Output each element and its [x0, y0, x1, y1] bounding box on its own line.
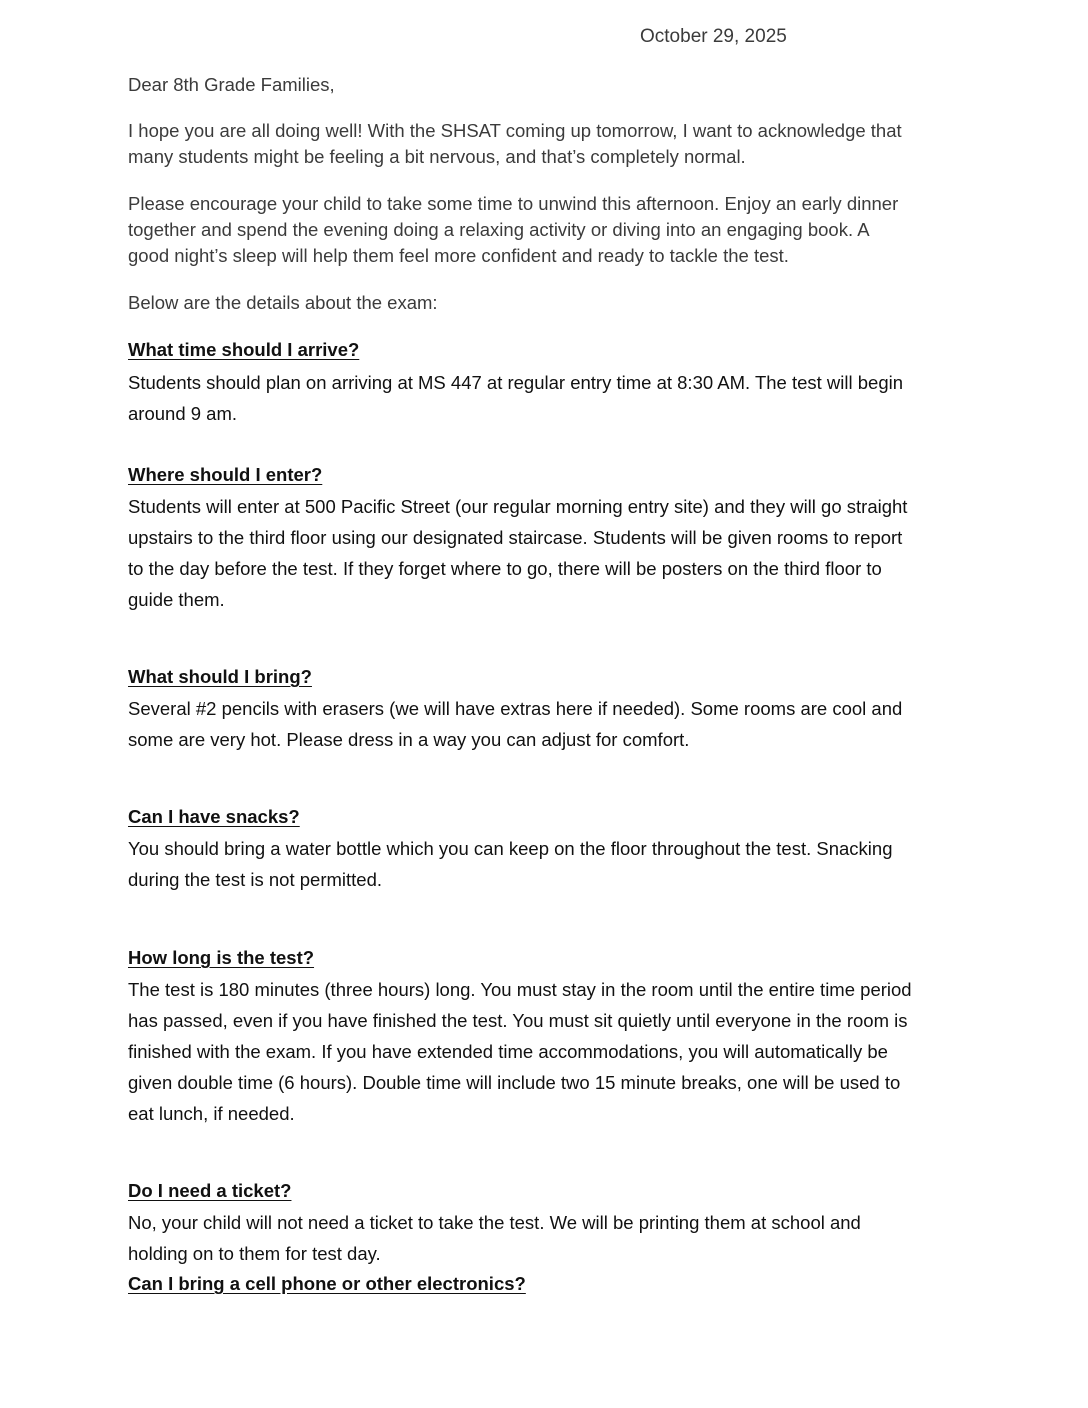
section-line: during the test is not permitted. [128, 869, 382, 890]
section-line: No, your child will not need a ticket to take the test. We will be printing them at school and [128, 1212, 861, 1233]
section-heading: Can I bring a cell phone or other electronics? [128, 1273, 526, 1294]
section-line: You should bring a water bottle which you can keep on the floor throughout the test. Snacking [128, 838, 893, 859]
section-line: upstairs to the third floor using our designated staircase. Students will be given rooms to report [128, 527, 903, 548]
section-line: some are very hot. Please dress in a way you can adjust for comfort. [128, 729, 690, 750]
section-line: to the day before the test. If they forget where to go, there will be posters on the third floor to [128, 558, 882, 579]
section-heading: What time should I arrive? [128, 339, 360, 360]
paragraph-line: many students might be feeling a bit nervous, and that’s completely normal. [128, 146, 746, 167]
intro-paragraph-3: Below are the details about the exam: [128, 292, 438, 313]
paragraph-line: together and spend the evening doing a relaxing activity or diving into an engaging book. A [128, 219, 870, 240]
paragraph-line: Please encourage your child to take some time to unwind this afternoon. Enjoy an early dinner [128, 193, 899, 214]
salutation: Dear 8th Grade Families, [128, 74, 335, 95]
section-line: eat lunch, if needed. [128, 1103, 295, 1124]
section-heading: How long is the test? [128, 947, 315, 968]
section-line: finished with the exam. If you have extended time accommodations, you will automatically be [128, 1041, 888, 1062]
section-line: The test is 180 minutes (three hours) long. You must stay in the room until the entire time period [128, 979, 912, 1000]
section-line: Students should plan on arriving at MS 447 at regular entry time at 8:30 AM. The test will begin [128, 372, 904, 393]
section-heading: What should I bring? [128, 666, 312, 687]
section-heading: Can I have snacks? [128, 806, 300, 827]
paragraph-line: I hope you are all doing well! With the SHSAT coming up tomorrow, I want to acknowledge that [128, 120, 902, 141]
section-line: Students will enter at 500 Pacific Street (our regular morning entry site) and they will go straight [128, 496, 908, 517]
paragraph-line: good night’s sleep will help them feel more confident and ready to tackle the test. [128, 245, 789, 266]
section-heading: Where should I enter? [128, 464, 323, 485]
section-line: around 9 am. [128, 403, 238, 424]
section-line: holding on to them for test day. [128, 1243, 381, 1264]
section-heading: Do I need a ticket? [128, 1180, 292, 1201]
letter-date: October 29, 2025 [640, 26, 787, 47]
section-line: given double time (6 hours). Double time will include two 15 minute breaks, one will be used to [128, 1072, 901, 1093]
section-line: guide them. [128, 589, 225, 610]
section-line: has passed, even if you have finished the test. You must sit quietly until everyone in the room is [128, 1010, 908, 1031]
section-line: Several #2 pencils with erasers (we will have extras here if needed). Some rooms are cool and [128, 698, 903, 719]
